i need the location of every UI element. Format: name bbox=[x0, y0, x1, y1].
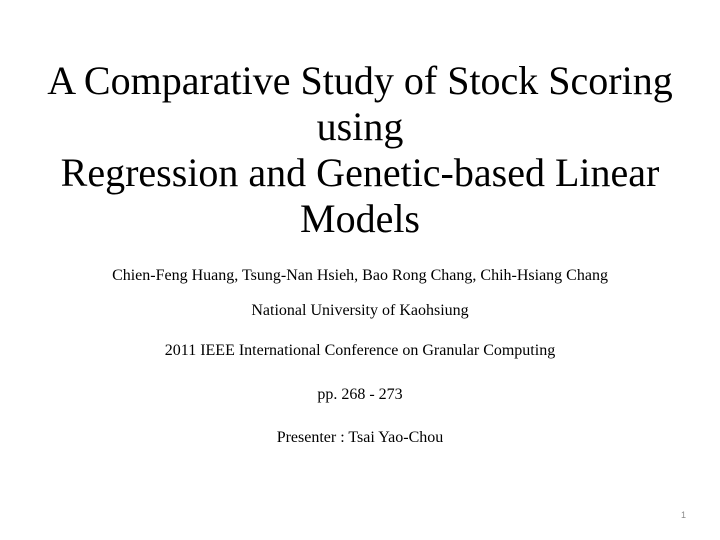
title-line: Models bbox=[300, 196, 420, 241]
conference: 2011 IEEE International Conference on Granular Computing bbox=[164, 342, 556, 359]
authors: Chien-Feng Huang, Tsung-Nan Hsieh, Bao Rong Chang, Chih-Hsiang Chang bbox=[112, 267, 608, 284]
title-line: A Comparative Study of Stock Scoring bbox=[47, 58, 673, 103]
page-range: pp. 268 - 273 bbox=[317, 386, 403, 403]
slide-title bbox=[10, 58, 710, 242]
title-line: Regression and Genetic-based Linear bbox=[60, 150, 660, 195]
affiliation: National University of Kaohsiung bbox=[251, 302, 469, 319]
title-line: using bbox=[316, 104, 404, 149]
presenter: Presenter : Tsai Yao-Chou bbox=[276, 429, 444, 446]
slide-number: 1 bbox=[680, 510, 686, 520]
